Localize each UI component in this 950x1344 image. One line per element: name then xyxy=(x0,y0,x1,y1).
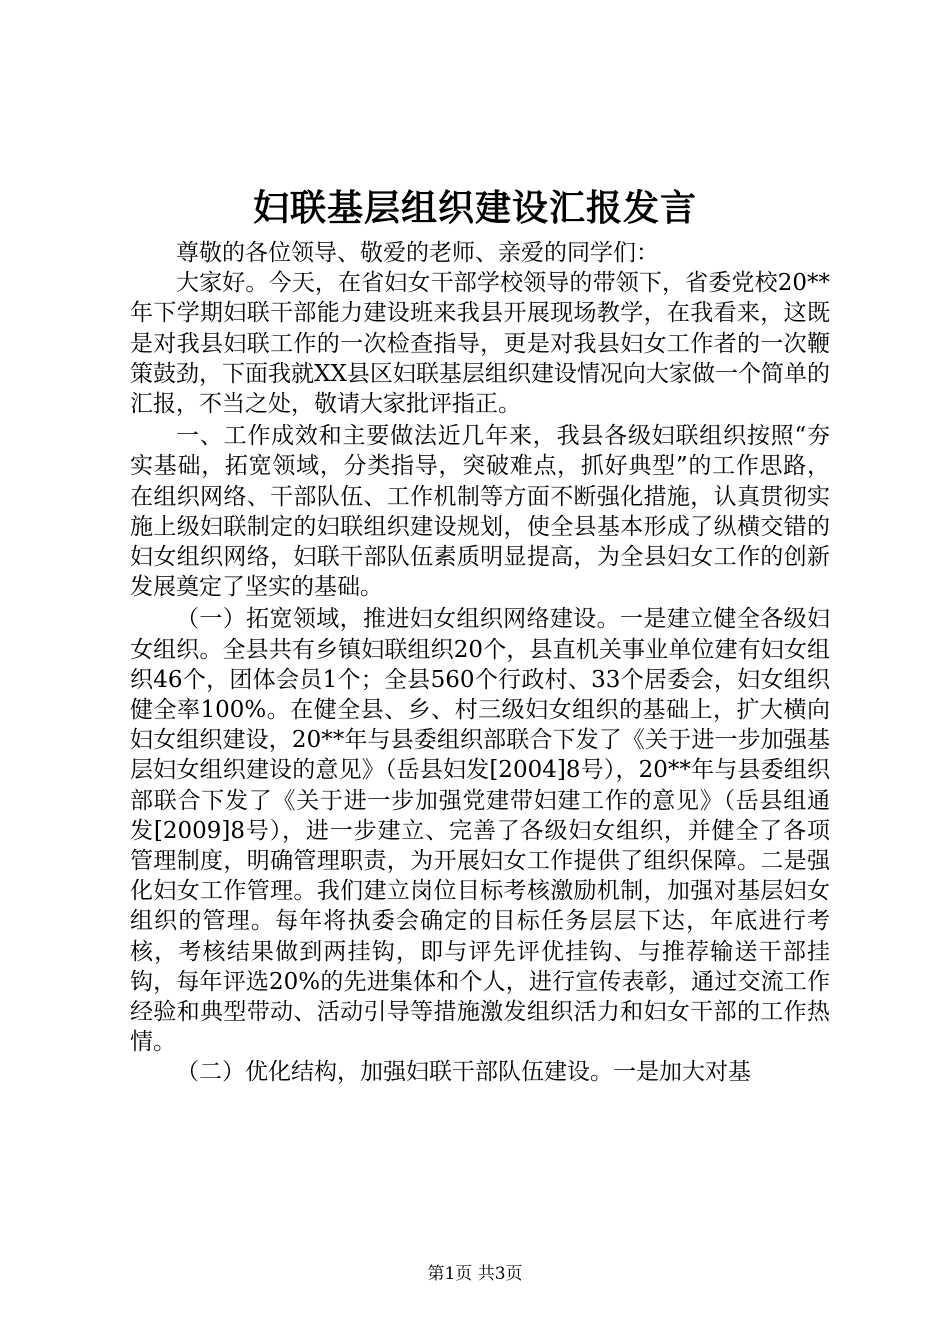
greeting-line: 尊敬的各位领导、敬爱的老师、亲爱的同学们： xyxy=(176,240,659,266)
paragraph-subsection-two: （二）优化结构，加强妇联干部队伍建设。一是加大对基 xyxy=(176,1059,751,1086)
page-footer: 第1页 共3页 xyxy=(427,1264,523,1284)
paragraph-subsection-one: （一）拓宽领域，推进妇女组织网络建设。一是建立健全各级妇女组织。全县共有乡镇妇联组织20个，县直机关事业单位建有妇女组织46个，团体会员1个；全县560个行政村、33个居委会，妇女组织健全率100%。在健全县、乡、村三级妇女组织的基础上，扩大横向妇女组织建设，20**年与县委组织部联合下发了《关于进一步加强基层妇女组织建设的意见》（岳县妇发[2004]8号），20**年与县委组织部联合下发了《关于进一步加强党建带妇建工作的意见》（岳县组通发[2009]8号），进一步建立、完善了各级妇女组织，并健全了各项管理制度，明确管理职责，为开展妇女工作提供了组织保障。二是强化妇女工作管理。我们建立岗位目标考核激励机制，加强对基层妇女组织的管理。每年将执委会确定的目标任务层层下达，年底进行考核，考核结果做到两挂钩，即与评先评优挂钩、与推荐输送干部挂钩，每年评选20%的先进集体和个人，进行宣传表彰，通过交流工作经验和典型带动、活动引导等措施激发组织活力和妇女干部的工作热情。 xyxy=(130,606,830,1056)
paragraph-section-one: 一、工作成效和主要做法近几年来，我县各级妇联组织按照“夯实基础，拓宽领域，分类指导，突破难点，抓好典型”的工作思路，在组织网络、干部队伍、工作机制等方面不断强化措施，认真贯彻实施上级妇联制定的妇联组织建设规划，使全县基本形成了纵横交错的妇女组织网络，妇联干部队伍素质明显提高，为全县妇女工作的创新发展奠定了坚实的基础。 xyxy=(130,423,830,601)
document-title: 妇联基层组织建设汇报发言 xyxy=(252,187,697,229)
paragraph-opening: 大家好。今天，在省妇女干部学校领导的带领下，省委党校20**年下学期妇联干部能力建设班来我县开展现场教学，在我看来，这既是对我县妇联工作的一次检查指导，更是对我县妇女工作者的一次鞭策鼓劲，下面我就XX县区妇联基层组织建设情况向大家做一个简单的汇报，不当之处，敬请大家批评指正。 xyxy=(130,270,830,418)
document-body xyxy=(130,238,830,1088)
